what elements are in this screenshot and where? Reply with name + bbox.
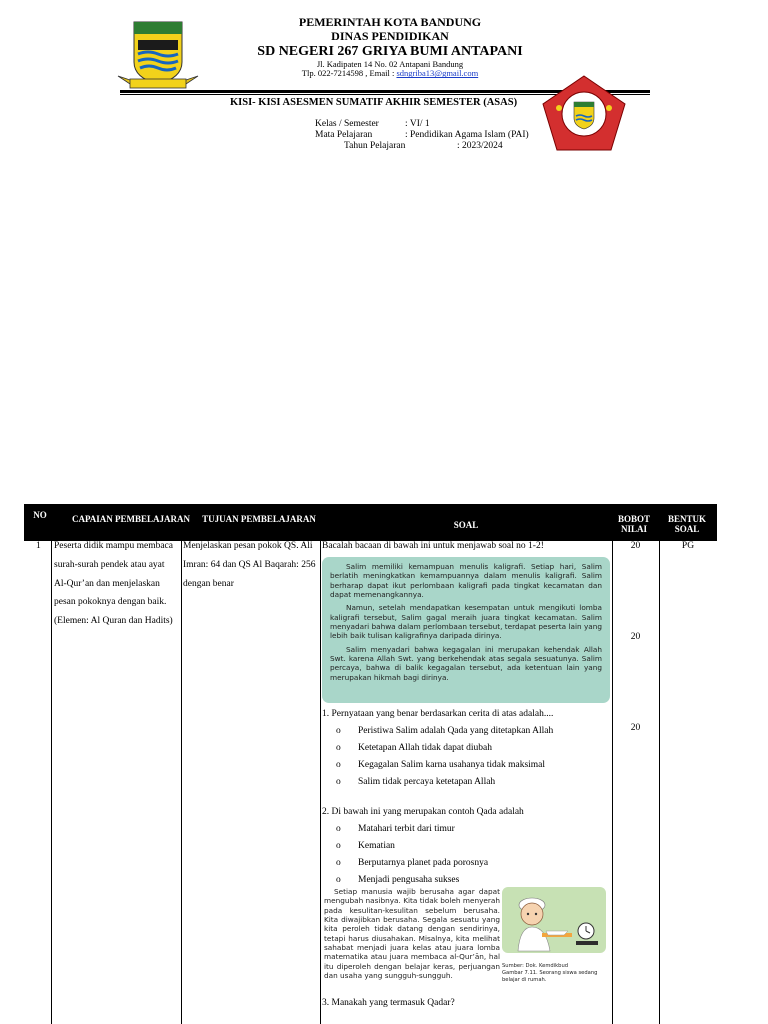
capaian-line: surah-surah pendek atau ayat	[54, 559, 165, 570]
option-text: Menjadi pengusaha sukses	[358, 875, 460, 885]
story-paragraph: Setiap manusia wajib berusaha agar dapat mengubah nasibnya. Kita tidak boleh menyerah pada kesulitan-kesulitan sebelum berusaha. Kita diwajibkan berusaha. Segala sesuatu yang kita peroleh tidak datang dengan sendirinya, tetapi harus diusahakan. Misalnya, kita melihat sahabat menjadi juara kelas atau juara lomba matematika atau juara membaca al-Qur’ān, hal itu diperoleh dengan belajar keras, perjuangan dan usaha yang sungguh-sungguh.	[324, 887, 500, 980]
letterhead	[200, 16, 580, 79]
bobot-value: 20	[630, 632, 641, 642]
capaian-line: Al-Qur’an dan menjelaskan	[54, 578, 160, 589]
school-contact	[200, 69, 580, 79]
option-text: Berputarnya planet pada porosnya	[358, 858, 489, 868]
agency-name: DINAS PENDIDIKAN	[331, 28, 449, 43]
bobot-value: 20	[630, 723, 641, 733]
tujuan-line: dengan benar	[183, 578, 234, 589]
option-bullet: o	[336, 743, 341, 753]
column-divider	[612, 541, 613, 1024]
question-3: 3. Manakah yang termasuk Qadar?	[322, 998, 455, 1008]
story-passage	[324, 887, 500, 980]
table-body	[24, 541, 717, 1024]
kisi-kisi-table	[24, 504, 717, 1024]
q1-option[interactable]	[336, 760, 545, 770]
column-divider	[320, 541, 321, 1024]
option-text: Kematian	[358, 841, 395, 851]
option-bullet: o	[336, 726, 341, 736]
illustration-caption	[502, 963, 612, 983]
passage-paragraph: Salim memiliki kemampuan menulis kaligrafi. Setiap hari, Salim berlatih meningkatkan kemampuannya dalam menulis kaligrafi. Salim berharap dapat ikut perlombaan kaligrafi pada tingkat kecamatan dan dapat memenangkannya.	[330, 562, 602, 599]
q1-option[interactable]	[336, 777, 495, 787]
capaian-cell	[54, 537, 180, 631]
meta-kelas	[315, 119, 529, 130]
option-text: Salim tidak percaya ketetapan Allah	[358, 777, 496, 787]
header-no: NO	[33, 510, 47, 520]
q1-option[interactable]	[336, 743, 492, 753]
mapel-label: Mata Pelajaran	[315, 130, 373, 141]
q1-option[interactable]	[336, 726, 553, 736]
bobot-value: 20	[630, 541, 641, 551]
option-bullet: o	[336, 841, 341, 851]
capaian-line: Peserta didik mampu membaca	[54, 541, 173, 551]
government-name: PEMERINTAH KOTA BANDUNG	[298, 15, 482, 29]
header-tujuan: TUJUAN PEMBELAJARAN	[202, 514, 316, 524]
option-bullet: o	[336, 760, 341, 770]
capaian-line: (Elemen: Al Quran dan Hadits)	[54, 616, 173, 627]
kelas-value: : VI/ 1	[405, 119, 430, 129]
q2-option[interactable]	[336, 858, 488, 868]
reading-passage	[322, 557, 610, 703]
tahun-label: Tahun Pelajaran	[344, 141, 406, 152]
header-bobot: BOBOT NILAI	[617, 514, 650, 535]
option-bullet: o	[336, 875, 341, 885]
contact-text: Tlp. 022-7214598 , Email :	[301, 68, 397, 79]
school-address: Jl. Kadipaten 14 No. 02 Antapani Bandung	[316, 58, 464, 69]
caption-text: Gambar 7.11. Seorang siswa sedang belajar di rumah.	[502, 969, 598, 983]
passage-paragraph: Namun, setelah mendapatkan kesempatan untuk mengikuti lomba kaligrafi tersebut, Salim gagal meraih juara tingkat kecamatan. Salim menyadari bahwa dalam perlombaan tersebut, terdapat peserta lain yang lebih baik tulisan kaligrafinya daripada dirinya.	[330, 603, 602, 641]
student-studying-illustration	[502, 887, 606, 953]
q2-option[interactable]	[336, 824, 455, 834]
tujuan-line: Menjelaskan pesan pokok QS. Ali	[183, 541, 313, 551]
column-divider	[181, 541, 182, 1024]
instruction-text: Bacalah bacaan di bawah ini untuk menjawab soal no 1-2!	[322, 541, 544, 551]
bentuk-soal-value: PG	[681, 541, 695, 551]
option-text: Ketetapan Allah tidak dapat diubah	[358, 743, 493, 753]
option-text: Kegagalan Salim karna usahanya tidak maksimal	[358, 760, 546, 770]
capaian-line: pesan pokoknya dengan baik.	[54, 597, 167, 608]
bandung-emblem-logo	[116, 18, 200, 92]
question-1: 1. Pernyataan yang benar berdasarkan cerita di atas adalah....	[322, 709, 554, 719]
option-bullet: o	[336, 777, 341, 787]
q2-option[interactable]	[336, 875, 459, 885]
document-title: KISI- KISI ASESMEN SUMATIF AKHIR SEMESTER (ASAS)	[230, 97, 518, 108]
tahun-value: : 2023/2024	[457, 141, 503, 152]
kota-bandung-pentagon-logo	[541, 74, 627, 154]
caption-source: Sumber: Dok. Kemdikbud	[502, 963, 569, 969]
q2-option[interactable]	[336, 841, 395, 851]
meta-mapel	[315, 130, 529, 141]
meta-tahun	[315, 141, 529, 152]
header-soal: SOAL	[453, 520, 479, 530]
table-header	[24, 504, 717, 541]
school-name: SD NEGERI 267 GRIYA BUMI ANTAPANI	[257, 43, 523, 59]
option-text: Matahari terbit dari timur	[358, 824, 455, 834]
tujuan-line: Imran: 64 dan QS Al Baqarah: 256	[183, 559, 316, 570]
option-bullet: o	[336, 858, 341, 868]
column-divider	[659, 541, 660, 1024]
column-divider	[51, 541, 52, 1024]
email-link[interactable]: sdngriba13@gmail.com	[396, 68, 479, 79]
row-number: 1	[36, 541, 41, 551]
mapel-value: : Pendidikan Agama Islam (PAI)	[405, 130, 529, 141]
tujuan-cell	[183, 537, 320, 593]
header-capaian: CAPAIAN PEMBELAJARAN	[71, 514, 191, 524]
question-2: 2. Di bawah ini yang merupakan contoh Qada adalah	[322, 807, 524, 817]
passage-paragraph: Salim menyadari bahwa kegagalan ini merupakan kehendak Allah Swt. karena Allah Swt. yang berkehendak atas segala sesuatunya. Salim percaya, bahwa di balik kegagalan tersebut, ada ketentuan lain yang merupakan hikmah bagi dirinya.	[330, 644, 602, 682]
kelas-label: Kelas / Semester	[315, 119, 379, 129]
header-bentuk: BENTUK SOAL	[667, 514, 706, 535]
option-bullet: o	[336, 824, 341, 834]
option-text: Peristiwa Salim adalah Qada yang ditetapkan Allah	[358, 726, 554, 736]
document-meta	[315, 119, 529, 153]
